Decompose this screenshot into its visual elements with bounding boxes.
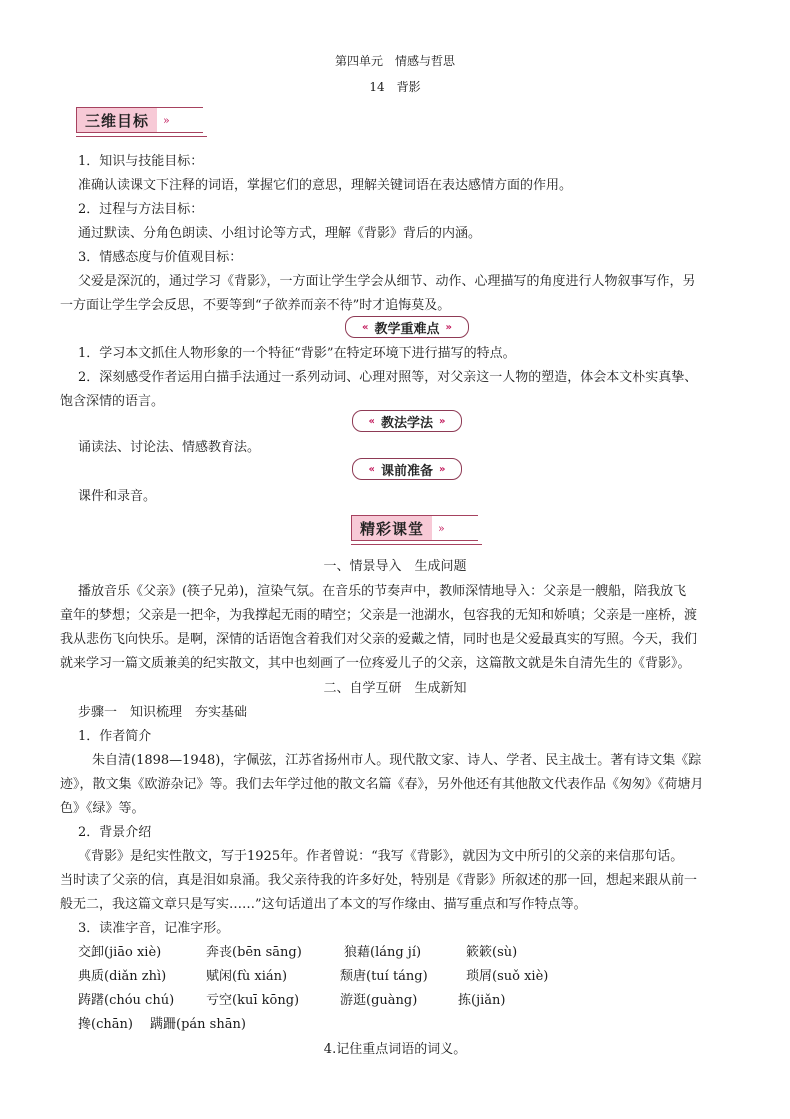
goal-line-3: 2．过程与方法目标： xyxy=(78,202,204,217)
pill-header-key-points xyxy=(345,316,469,338)
section-label: 精彩课堂 xyxy=(351,515,432,541)
pron-item: 交卸(jiāo xiè) xyxy=(78,945,162,960)
goal-line-4: 通过默读、分角色朗读、小组讨论等方式，理解《背影》背后的内涵。 xyxy=(78,226,482,241)
right-arrow-icon: » xyxy=(439,415,446,427)
right-arrow-icon: » xyxy=(445,321,452,333)
step1-heading: 步骤一 知识梳理 夯实基础 xyxy=(78,705,248,720)
pron-item: 奔丧(bēn sāng) xyxy=(206,945,302,960)
intro-line-2: 童年的梦想；父亲是一把伞，为我撑起无雨的晴空；父亲是一池湖水，包容我的无知和娇嗔；父亲是一座桥，渡 xyxy=(60,608,698,623)
pronunciation-heading: 3．读准字音，记准字形。 xyxy=(78,921,230,936)
background-heading: 2．背景介绍 xyxy=(78,825,152,840)
right-arrow-icon: » xyxy=(439,463,446,475)
pron-item: 赋闲(fù xián) xyxy=(206,969,288,984)
intro-line-4: 就来学习一篇文质兼美的纪实散文，其中也刻画了一位疼爱儿子的父亲，这篇散文就是朱自清先生的《背影》。 xyxy=(60,656,691,671)
pron-item: 簌簌(sù) xyxy=(466,945,518,960)
difficulty-line-2a: 2．深刻感受作者运用白描手法通过一系列动词、心理对照等，对父亲这一人物的塑造，体会本文朴实真挚、 xyxy=(78,370,698,385)
goal-line-1: 1．知识与技能目标： xyxy=(78,154,204,169)
pron-item: 游逛(guàng) xyxy=(340,993,418,1008)
pill-label: 课前准备 xyxy=(380,463,433,479)
section-header-goals xyxy=(76,107,203,133)
goal-para-line-1: 父爱是深沉的，通过学习《背影》，一方面让学生学会从细节、动作、心理描写的角度进行人物叙事写作，另 xyxy=(78,274,696,289)
pill-header-methods xyxy=(352,410,462,432)
background-line-2: 当时读了父亲的信，真是泪如泉涌。我父亲待我的许多好处，特别是《背影》所叙述的那一回，想起来跟从前一 xyxy=(60,873,698,888)
pron-item: 狼藉(láng jí) xyxy=(344,945,422,960)
left-arrow-icon: « xyxy=(368,463,375,475)
difficulty-line-2b: 饱含深情的语言。 xyxy=(60,394,165,409)
author-line-2: 迹》，散文集《欧游杂记》等。我们去年学过他的散文名篇《春》，另外他还有其他散文代表作品《匆匆》《荷塘月 xyxy=(60,777,704,792)
left-arrow-icon: « xyxy=(368,415,375,427)
unit-title: 第四单元 情感与哲思 xyxy=(334,54,455,68)
double-arrow-icon: » xyxy=(157,107,203,133)
difficulty-line-1: 1．学习本文抓住人物形象的一个特征“背影”在特定环境下进行描写的特点。 xyxy=(78,346,516,361)
left-arrow-icon: « xyxy=(362,321,369,333)
pron-item: 蹒跚(pán shān) xyxy=(150,1017,246,1032)
prep-text: 课件和录音。 xyxy=(78,489,157,504)
pron-item: 搀(chān) xyxy=(78,1017,133,1032)
goal-line-5: 3．情感态度与价值观目标： xyxy=(78,250,243,265)
background-line-1: 《背影》是纪实性散文，写于1925年。作者曾说：“我写《背影》，就因为文中所引的父亲的来信那句话。 xyxy=(78,849,684,864)
author-heading: 1．作者简介 xyxy=(78,729,152,744)
intro-line-3: 我从悲伤飞向快乐。是啊，深情的话语饱含着我们对父亲的爱戴之情，同时也是父爱最真实的写照。今天，我们 xyxy=(60,632,698,647)
author-line-3: 色》《绿》等。 xyxy=(60,801,145,816)
pron-item: 颓唐(tuí táng) xyxy=(340,969,428,984)
background-line-3: 般无二，我这篇文章只是写实……”这句话道出了本文的写作缘由、描写重点和写作特点等。 xyxy=(60,897,587,912)
author-line-1: 朱自清(1898—1948)，字佩弦，江苏省扬州市人。现代散文家、诗人、学者、民主战士。著有诗文集《踪 xyxy=(92,753,702,768)
goal-line-2: 准确认读课文下注释的词语，掌握它们的意思，理解关键词语在表达感情方面的作用。 xyxy=(78,178,573,193)
pill-label: 教法学法 xyxy=(380,415,433,431)
pill-header-preparation xyxy=(352,458,462,480)
pill-label: 教学重难点 xyxy=(374,321,440,337)
intro-line-1: 播放音乐《父亲》(筷子兄弟)，渲染气氛。在音乐的节奏声中，教师深情地导入：父亲是一艘船，陪我放飞 xyxy=(78,584,687,599)
part2-title: 二、自学互研 生成新知 xyxy=(323,681,467,696)
pron-item: 踌躇(chóu chú) xyxy=(78,993,175,1008)
vocab-heading: 4.记住重点词语的词义。 xyxy=(323,1042,467,1057)
pron-item: 拣(jiǎn) xyxy=(458,993,506,1008)
lesson-title: 14 背影 xyxy=(369,80,421,94)
pron-item: 典质(diǎn zhì) xyxy=(78,969,167,984)
pron-item: 亏空(kuī kōng) xyxy=(206,993,300,1008)
section-header-classroom xyxy=(351,515,478,541)
part1-title: 一、情景导入 生成问题 xyxy=(323,559,467,574)
double-arrow-icon: » xyxy=(432,515,478,541)
pron-item: 琐屑(suǒ xiè) xyxy=(466,969,549,984)
goal-para-line-2: 一方面让学生学会反思，不要等到“子欲养而亲不待”时才追悔莫及。 xyxy=(60,298,451,313)
section-label: 三维目标 xyxy=(76,107,157,133)
methods-text: 诵读法、讨论法、情感教育法。 xyxy=(78,440,261,455)
